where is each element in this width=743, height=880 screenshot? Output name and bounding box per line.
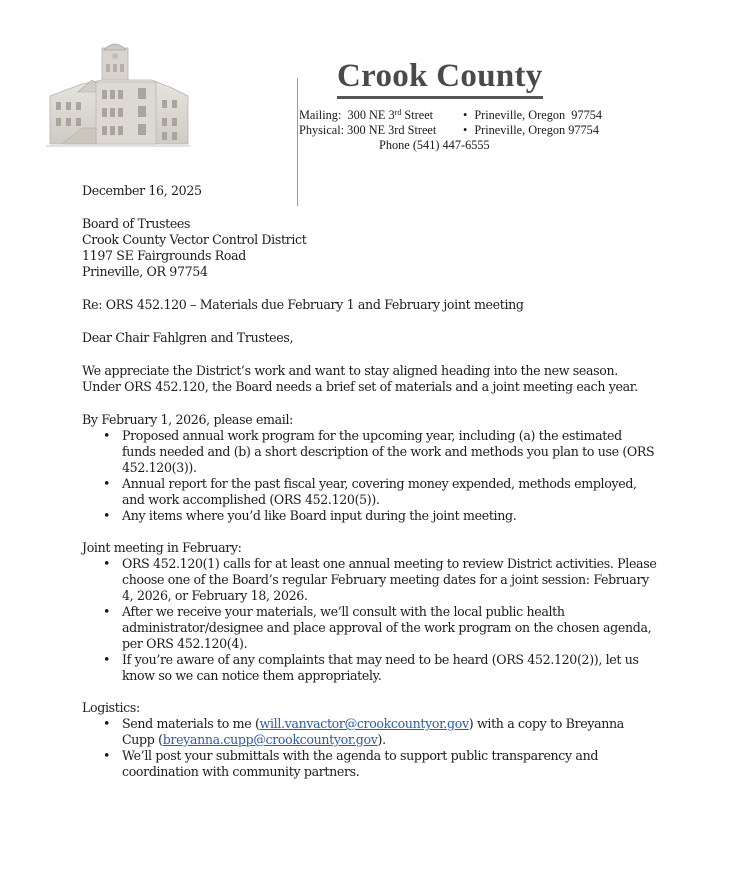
- list-item-line: funds needed and (b) a short description of the work and methods you plan to use (ORS: [122, 444, 655, 459]
- list-item-line: know so we can notice them appropriately.: [122, 668, 382, 683]
- list-item-line: 452.120(3)).: [122, 460, 197, 475]
- bullet-icon: •: [103, 604, 111, 619]
- email-link-breyanna-cupp[interactable]: breyanna.cupp@crookcountyor.gov: [162, 732, 378, 747]
- bullet-icon: •: [463, 108, 468, 122]
- list-item-line: Annual report for the past fiscal year, covering money expended, methods employed,: [122, 476, 637, 491]
- bullet-icon: •: [103, 476, 111, 491]
- org-name-underline: [337, 96, 543, 99]
- list-item-line: and work accomplished (ORS 452.120(5)).: [122, 492, 380, 507]
- list-item-line: coordination with community partners.: [122, 764, 360, 779]
- list-item-line: per ORS 452.120(4).: [122, 636, 248, 651]
- list-item-line: After we receive your materials, we’ll consult with the local public health: [122, 604, 565, 619]
- section-logistics: [82, 700, 682, 780]
- list-item-line: Proposed annual work program for the upcoming year, including (a) the estimated: [122, 428, 622, 443]
- letter-date: December 16, 2025: [82, 183, 202, 198]
- recipient-line: Board of Trustees: [82, 216, 191, 231]
- mailing-street-ordinal: rd: [394, 108, 402, 117]
- physical-city: Prineville, Oregon 97754: [474, 123, 599, 137]
- joint-meeting-list: [82, 556, 682, 684]
- list-item: [82, 556, 682, 604]
- list-item: [82, 604, 682, 652]
- logistics-list: [82, 716, 682, 780]
- physical-address: [299, 124, 436, 136]
- list-item-line: [122, 732, 682, 748]
- mailing-street-number: 300 NE 3: [347, 108, 395, 122]
- text-segment: Cupp (: [122, 732, 163, 747]
- list-item-line: If you’re aware of any complaints that may need to be heard (ORS 452.120(2)), let us: [122, 652, 639, 667]
- materials-list: [82, 428, 682, 524]
- list-item: [82, 476, 682, 508]
- physical-street: 300 NE 3rd Street: [347, 123, 437, 137]
- bullet-icon: •: [463, 123, 468, 137]
- mailing-label: Mailing:: [299, 108, 342, 122]
- recipient-address: [82, 216, 682, 280]
- mailing-address: [299, 109, 433, 121]
- list-item-line: Any items where you’d like Board input during the joint meeting.: [122, 508, 517, 523]
- list-item-line: [122, 716, 682, 732]
- section-heading: Logistics:: [82, 700, 140, 715]
- recipient-line: Prineville, OR 97754: [82, 264, 208, 279]
- bullet-icon: •: [103, 748, 111, 763]
- list-item-line: We’ll post your submittals with the agenda to support public transparency and: [122, 748, 599, 763]
- text-segment: Send materials to me (: [122, 716, 260, 731]
- bullet-icon: •: [103, 716, 111, 731]
- recipient-line: Crook County Vector Control District: [82, 232, 307, 247]
- text-segment: ).: [377, 732, 386, 747]
- bullet-icon: •: [103, 428, 111, 443]
- mailing-city: Prineville, Oregon 97754: [474, 108, 603, 122]
- list-item: [82, 716, 682, 748]
- text-segment: ) with a copy to Breyanna: [468, 716, 624, 731]
- letter-body: [82, 183, 682, 780]
- courthouse-logo-icon: [42, 40, 194, 152]
- intro-line: Under ORS 452.120, the Board needs a brief set of materials and a joint meeting each year.: [82, 379, 638, 394]
- physical-label: Physical:: [299, 123, 345, 137]
- mailing-city-line: [463, 109, 602, 121]
- mailing-street-suffix: Street: [401, 108, 434, 122]
- list-item: [82, 508, 682, 524]
- mailing-street: [348, 108, 434, 122]
- section-heading: Joint meeting in February:: [82, 540, 242, 555]
- list-item-line: choose one of the Board’s regular February meeting dates for a joint session: February: [122, 572, 649, 587]
- recipient-line: 1197 SE Fairgrounds Road: [82, 248, 246, 263]
- email-link-will-vanvactor[interactable]: will.vanvactor@crookcountyor.gov: [259, 716, 469, 731]
- section-materials: [82, 412, 682, 524]
- intro-line: We appreciate the District’s work and want to stay aligned heading into the new season.: [82, 363, 618, 378]
- list-item-line: 4, 2026, or February 18, 2026.: [122, 588, 308, 603]
- list-item: [82, 652, 682, 684]
- list-item: [82, 748, 682, 780]
- subject-line: Re: ORS 452.120 – Materials due February 1 and February joint meeting: [82, 297, 524, 312]
- section-heading: By February 1, 2026, please email:: [82, 412, 294, 427]
- section-joint-meeting: [82, 540, 682, 684]
- phone-number: Phone (541) 447-6555: [379, 138, 490, 152]
- list-item-line: administrator/designee and place approval of the work program on the chosen agenda,: [122, 620, 652, 635]
- list-item-line: ORS 452.120(1) calls for at least one annual meeting to review District activities. Please: [122, 556, 657, 571]
- intro-paragraph: [82, 363, 682, 395]
- salutation: Dear Chair Fahlgren and Trustees,: [82, 330, 294, 345]
- physical-city-line: [463, 124, 599, 136]
- bullet-icon: •: [103, 652, 111, 667]
- bullet-icon: •: [103, 556, 111, 571]
- org-name: Crook County: [337, 58, 543, 94]
- list-item: [82, 428, 682, 476]
- bullet-icon: •: [103, 508, 111, 523]
